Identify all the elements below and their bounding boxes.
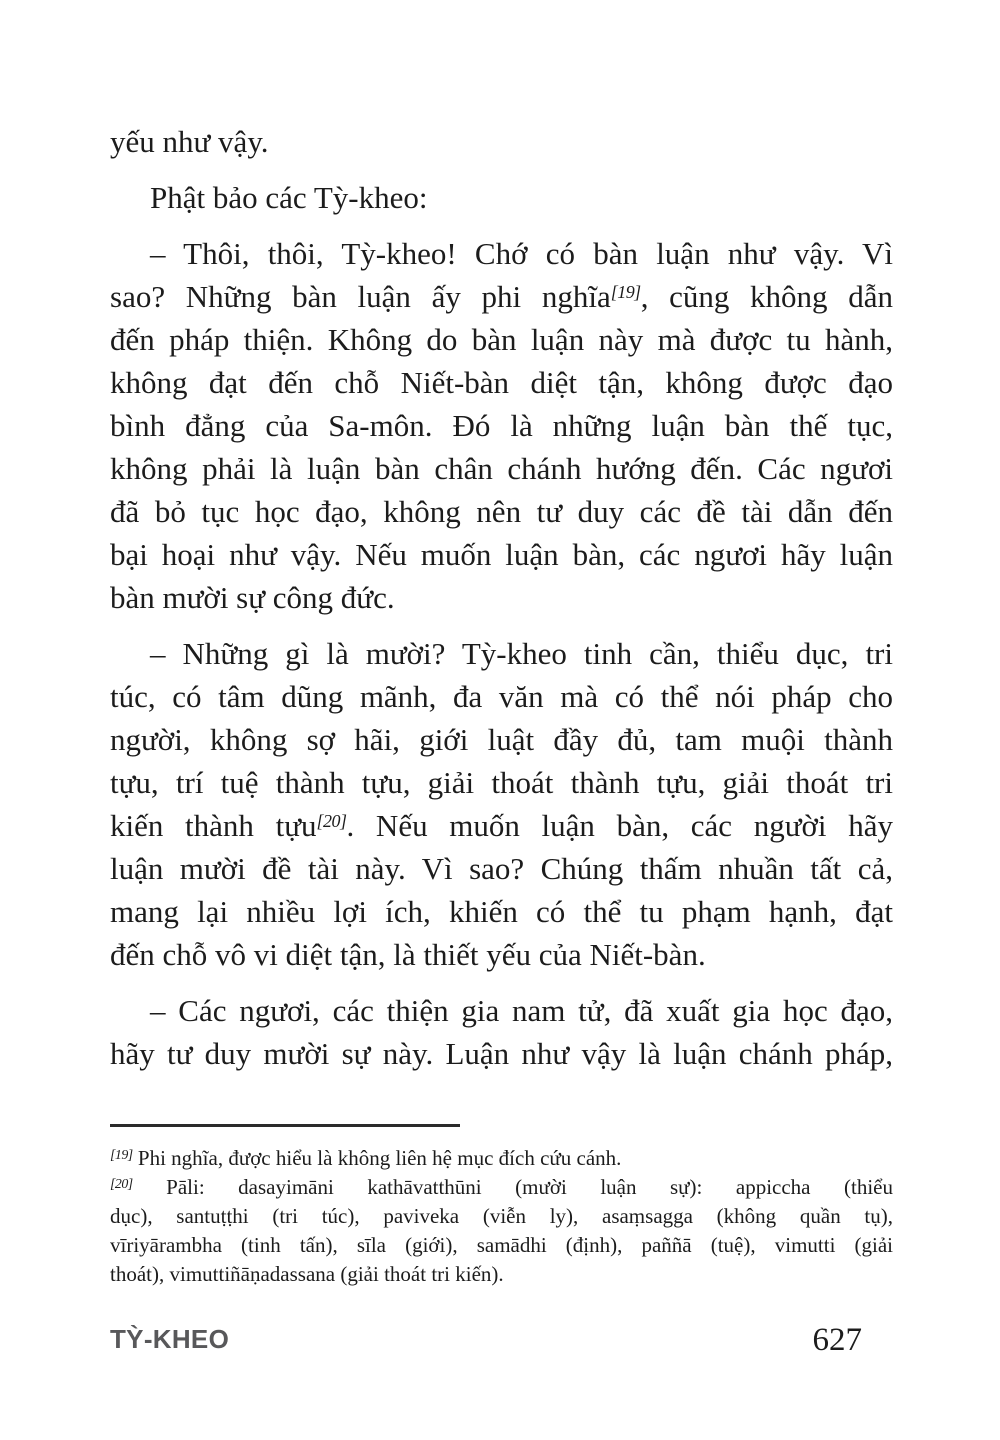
text-line: người, không sợ hãi, giới luật đầy đủ, tam muội thành bbox=[110, 722, 893, 757]
footnote bbox=[110, 1173, 893, 1289]
text-line: túc, có tâm dũng mãnh, đa văn mà có thể nói pháp cho bbox=[110, 679, 893, 714]
text-line: kiến thành tựu[20]. Nếu muốn luận bàn, các người hãy bbox=[110, 808, 893, 843]
text-line: Phật bảo các Tỳ-kheo: bbox=[150, 180, 428, 215]
paragraph bbox=[110, 176, 893, 219]
text-line: đến chỗ vô vi diệt tận, là thiết yếu của Niết-bàn. bbox=[110, 937, 706, 972]
text-line: đã bỏ tục học đạo, không nên tư duy các đề tài dẫn đến bbox=[110, 494, 893, 529]
text-line: – Thôi, thôi, Tỳ-kheo! Chớ có bàn luận như vậy. Vì bbox=[150, 236, 893, 271]
text-line: [20] Pāli: dasayimāni kathāvatthūni (mười luận sự): appiccha (thiểu bbox=[110, 1175, 893, 1199]
text-line: tựu, trí tuệ thành tựu, giải thoát thành tựu, giải thoát tri bbox=[110, 765, 893, 800]
text-line: sao? Những bàn luận ấy phi nghĩa[19], cũng không dẫn bbox=[110, 279, 893, 314]
footnote-area bbox=[110, 1124, 893, 1289]
footnote-separator-rule bbox=[110, 1124, 460, 1127]
body-text bbox=[110, 120, 893, 1075]
text-line: hãy tư duy mười sự này. Luận như vậy là luận chánh pháp, bbox=[110, 1036, 893, 1071]
text-line: – Các ngươi, các thiện gia nam tử, đã xuất gia học đạo, bbox=[150, 993, 893, 1028]
text-line: [19] Phi nghĩa, được hiểu là không liên hệ mục đích cứu cánh. bbox=[110, 1146, 622, 1170]
text-line: bình đẳng của Sa-môn. Đó là những luận bàn thế tục, bbox=[110, 408, 893, 443]
paragraph bbox=[110, 632, 893, 976]
text-line: bàn mười sự công đức. bbox=[110, 580, 395, 615]
page-number: 627 bbox=[812, 1322, 862, 1358]
text-line: thoát), vimuttiñāṇadassana (giải thoát tri kiến). bbox=[110, 1262, 504, 1286]
footnote-ref: [20] bbox=[110, 1175, 133, 1191]
text-line: mang lại nhiều lợi ích, khiến có thể tu phạm hạnh, đạt bbox=[110, 894, 893, 929]
running-head: TỲ-KHEO bbox=[110, 1324, 230, 1354]
text-line: dục), santuṭṭhi (tri túc), paviveka (viễn ly), asaṃsagga (không quần tụ), bbox=[110, 1204, 893, 1228]
text-line: đến pháp thiện. Không do bàn luận này mà được tu hành, bbox=[110, 322, 893, 357]
text-line: luận mười đề tài này. Vì sao? Chúng thấm nhuần tất cả, bbox=[110, 851, 893, 886]
footnote bbox=[110, 1144, 893, 1173]
text-line: – Những gì là mười? Tỳ-kheo tinh cần, thiểu dục, tri bbox=[150, 636, 893, 671]
page-footer bbox=[110, 1324, 890, 1357]
text-line: bại hoại như vậy. Nếu muốn luận bàn, các ngươi hãy luận bbox=[110, 537, 893, 572]
footnote-ref: [20] bbox=[316, 811, 347, 832]
text-line: không phải là luận bàn chân chánh hướng đến. Các ngươi bbox=[110, 451, 893, 486]
paragraph bbox=[110, 232, 893, 619]
text-line: yếu như vậy. bbox=[110, 124, 269, 159]
paragraph bbox=[110, 120, 893, 163]
footnote-ref: [19] bbox=[610, 282, 641, 303]
text-line: vīriyārambha (tinh tấn), sīla (giới), samādhi (định), paññā (tuệ), vimutti (giải bbox=[110, 1233, 893, 1257]
paragraph bbox=[110, 989, 893, 1075]
text-line: không đạt đến chỗ Niết-bàn diệt tận, không được đạo bbox=[110, 365, 893, 400]
footnotes bbox=[110, 1144, 893, 1289]
footnote-ref: [19] bbox=[110, 1146, 133, 1162]
